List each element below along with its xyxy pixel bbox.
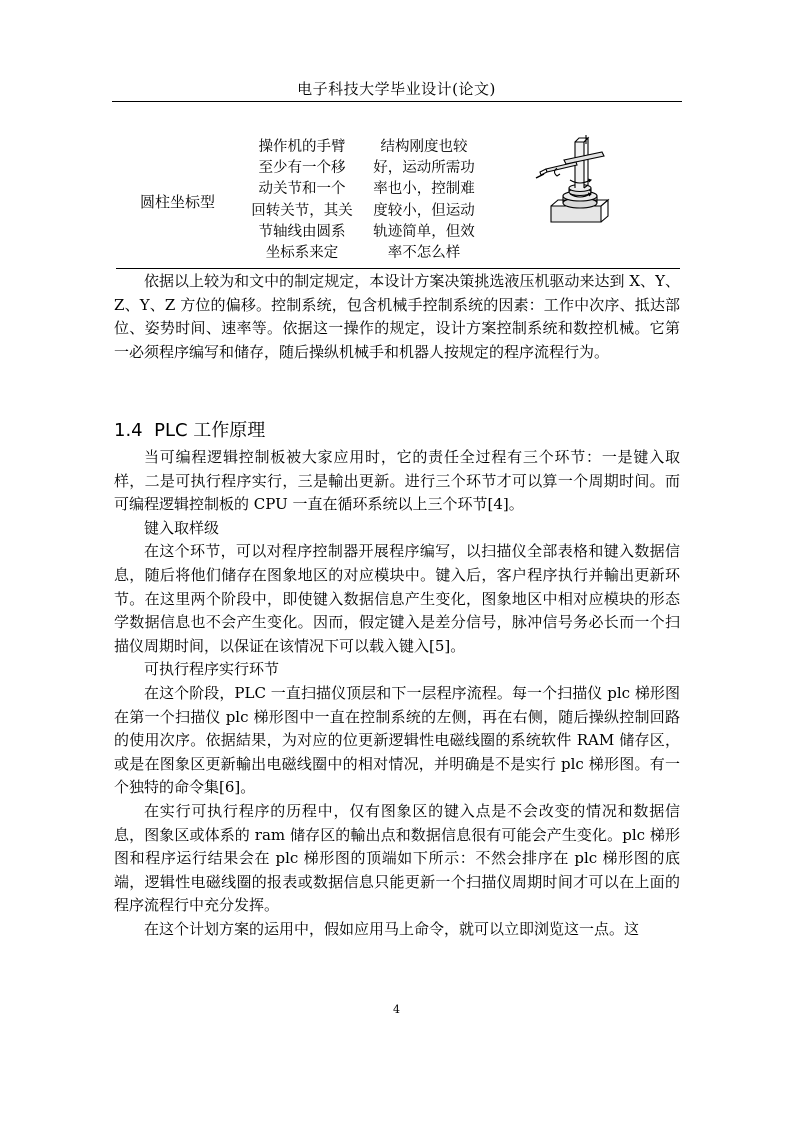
page-number: 4	[393, 1003, 400, 1016]
paragraph: 在实行可执行程序的历程中，仅有图象区的键入点是不会改变的情况和数据信息，图象区或体系的 ram 储存区的輸出点和数据信息很有可能会产生变化。plc 梯形图和程序运行结果会在 plc 梯形图的顶端如下所示：不然会排序在 plc 梯形图的底端，逻辑性电磁线圈的报表或数据信息只能更新一个扫描仪周期时间才可以在上面的程序流程行中充分发挥。	[114, 801, 680, 915]
section-heading	[114, 416, 265, 442]
header-rule	[112, 101, 682, 102]
paragraph: 在这个阶段，PLC 一直扫描仪顶层和下一层程序流程。每一个扫描仪 plc 梯形图在第一个扫描仪 plc 梯形图中一直在控制系统的左侧，再在右侧，随后操纵控制回路的使用次序。依据結果，为对应的位更新逻辑性电磁线圈的系统软件 RAM 储存区，或是在图象区更新輸出电磁线圈中的相对情况，并明确是不是实行 plc 梯形图。有一个独特的命令集[6]。	[114, 683, 680, 797]
table-cell-line: 率不怎么样	[387, 245, 461, 262]
table-cell-line: 度较小，但运动	[373, 202, 475, 219]
intro-text-block	[114, 270, 680, 364]
section-body	[114, 446, 680, 941]
table-cell-line: 好，运动所需功	[373, 160, 475, 177]
cylindrical-robot-icon	[524, 130, 624, 240]
table-cell-line: 动关节和一个	[258, 181, 346, 198]
table-row-label: 圆柱坐标型	[140, 193, 216, 211]
table-cell-characteristics	[366, 137, 482, 264]
table-cell-line: 坐标系来定	[265, 245, 339, 262]
paragraph: 当可编程逻辑控制板被大家应用时，它的责任全过程有三个环节：一是键入取样，二是可执行程序实行，三是輸出更新。进行三个环节才可以算一个周期时间。而可编程逻辑控制板的 CPU 一直在循环系统以上三个环节[4]。	[114, 448, 680, 514]
paragraph: 依据以上较为和文中的制定规定，本设计方案决策挑选液压机驱动来达到 X、Y、Z、Y、Z 方位的偏移。控制系统，包含机械手控制系统的因素：工作中次序、抵达部位、姿势时间、速率等。依据这一操作的规定，设计方案控制系统和数控机械。它第一必须程序编写和储存，随后操纵机械手和机器人按规定的程序流程行为。	[114, 272, 680, 361]
table-cell-line: 结构刚度也较	[380, 139, 468, 155]
table-cell-line: 率也小，控制难	[373, 181, 475, 198]
table-cell-line: 操作机的手臂	[258, 139, 346, 155]
table-bottom-rule	[116, 268, 680, 269]
subheading: 可执行程序实行环节	[144, 660, 280, 679]
section-title: PLC 工作原理	[154, 420, 266, 441]
document-header-title: 电子科技大学毕业设计(论文)	[297, 80, 496, 98]
paragraph: 在这个环节，可以对程序控制器开展程序编写，以扫描仪全部表格和键入数据信息，随后将他们储存在图象地区的对应模块中。键入后，客户程序执行并輸出更新环节。在这里两个阶段中，即使键入数据信息产生变化，图象地区中相对应模块的形态学数据信息也不会产生变化。因而，假定键入是差分信号，脉冲信号务必长而一个扫描仪周期时间，以保证在该情况下可以载入键入[5]。	[114, 542, 680, 655]
table-cell-line: 至少有一个移	[258, 160, 346, 177]
subheading: 键入取样级	[144, 518, 220, 537]
table-cell-line: 节轴线由圆系	[258, 223, 346, 240]
section-number: 1.4	[114, 420, 143, 441]
table-cell-structure	[244, 137, 360, 264]
table-cell-line: 回转关节，其关	[251, 202, 353, 219]
paragraph: 在这个计划方案的运用中，假如应用马上命令，就可以立即浏览这一点。这	[144, 919, 640, 938]
table-cell-line: 轨迹简单，但效	[373, 223, 475, 240]
